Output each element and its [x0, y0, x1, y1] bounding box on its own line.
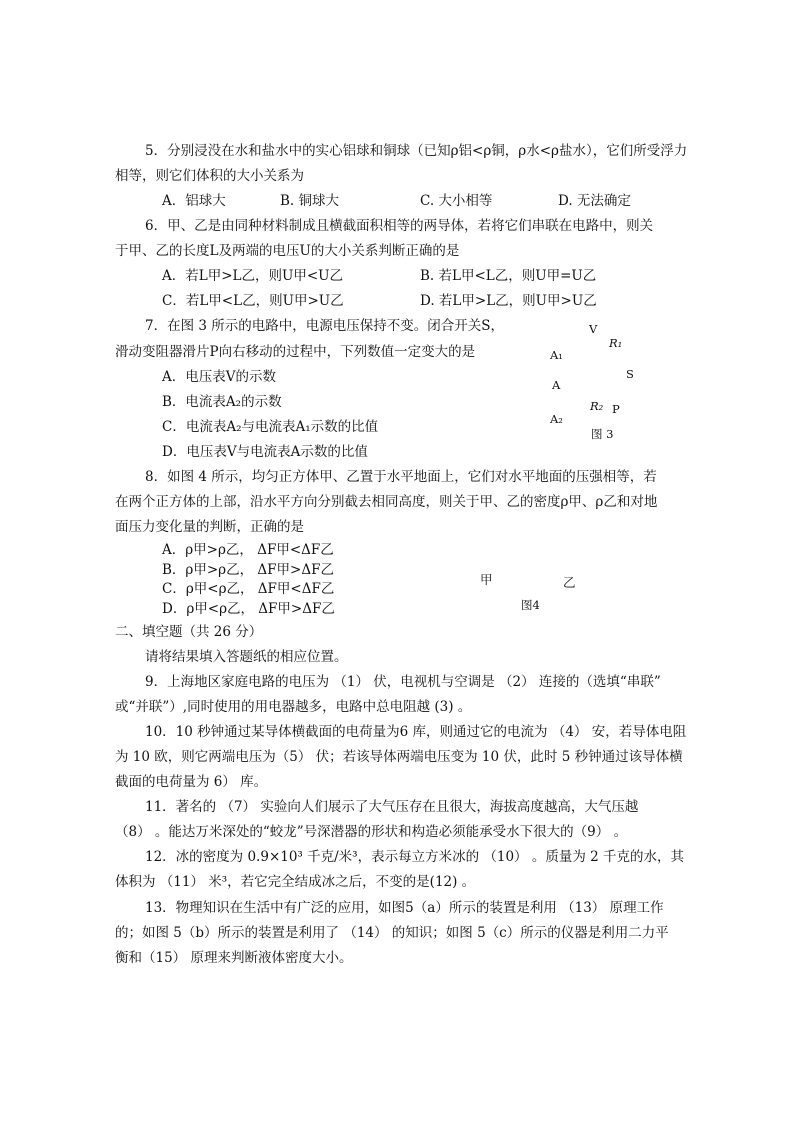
section-2-instruction: 请将结果填入答题纸的相应位置。	[145, 649, 348, 665]
fig4-cube-yi: 乙	[563, 575, 576, 590]
fig4-cube-jia: 甲	[480, 572, 493, 587]
q6-stem-line2: 于甲、乙的长度L及两端的电压U的大小关系判断正确的是	[115, 243, 460, 259]
fig3-resistor-r2: R₂	[590, 399, 604, 413]
q6-options-row1	[162, 267, 596, 285]
q8-stem-line1: 8．如图 4 所示，均匀正方体甲、乙置于水平地面上，它们对水平地面的压强相等，若	[145, 469, 657, 485]
q5-options	[162, 192, 631, 210]
q5-option-b: B. 铜球大	[280, 193, 340, 209]
q7-stem-line2: 滑动变阻器滑片P向右移动的过程中，下列数值一定变大的是	[115, 344, 476, 360]
q7-stem-line1: 7．在图 3 所示的电路中，电源电压保持不变。闭合开关S，	[145, 318, 505, 334]
fig3-switch-s: S	[626, 367, 634, 381]
q13-line2: 的；如图 5（b）所示的装置是利用了 （14） 的知识；如图 5（c）所示的仪器是利用二力平	[115, 925, 669, 941]
fig3-ammeter-a2: A₂	[550, 412, 563, 426]
q8-option-a: A．ρ甲>ρ乙， ΔF甲<ΔF乙	[162, 542, 334, 558]
fig3-ammeter-a: A	[552, 378, 561, 392]
q8-stem-line2: 在两个正方体的上部，沿水平方向分别截去相同高度，则关于甲、乙的密度ρ甲、ρ乙和对地	[115, 494, 658, 510]
q6-option-a: A．若L甲>L乙，则U甲<U乙	[162, 268, 344, 284]
fig3-voltmeter-v: V	[589, 322, 598, 336]
q6-stem-line1: 6．甲、乙是由同种材料制成且横截面积相等的两导体，若将它们串联在电路中，则关	[145, 218, 654, 234]
fig3-ammeter-a1: A₁	[550, 348, 563, 362]
q7-option-b: B．电流表A₂的示数	[162, 394, 282, 410]
fig4-caption: 图4	[521, 598, 540, 612]
q13-line1: 13．物理知识在生活中有广泛的应用，如图5（a）所示的装置是利用 （13） 原理工作	[145, 900, 664, 916]
q5-stem-line1: 5．分别浸没在水和盐水中的实心铝球和铜球（已知ρ铝<ρ铜，ρ水<ρ盐水），它们所受浮力	[145, 143, 688, 159]
q6-option-c: C．若L甲<L乙，则U甲>U乙	[162, 293, 344, 309]
q5-option-c: C. 大小相等	[420, 193, 493, 209]
q12-line2: 体积为 （11） 米³，若它完全结成冰之后，不变的是(12) 。	[115, 874, 476, 890]
q7-option-d: D．电压表V与电流表A示数的比值	[162, 444, 368, 460]
q8-option-c: C．ρ甲<ρ乙， ΔF甲<ΔF乙	[162, 581, 335, 597]
q6-option-b: B. 若L甲<L乙，则U甲=U乙	[420, 268, 597, 284]
q8-option-d: D．ρ甲<ρ乙， ΔF甲>ΔF乙	[162, 601, 335, 617]
fig3-caption: 图 3	[591, 427, 614, 441]
q10-line2: 为 10 欧，则它两端电压为（5） 伏；若该导体两端电压变为 10 伏，此时 5 秒钟通过该导体横	[115, 749, 683, 765]
q7-option-c: C．电流表A₂与电流表A₁示数的比值	[162, 419, 379, 435]
q5-stem-line2: 相等，则它们体积的大小关系为	[115, 168, 304, 184]
q5-option-a: A．铝球大	[162, 193, 226, 209]
fig3-slider-p: P	[612, 402, 620, 416]
q9-line2: 或“并联”）,同时使用的用电器越多，电路中总电阻越 (3) 。	[115, 699, 472, 715]
q8-stem-line3: 面压力变化量的判断，正确的是	[115, 519, 304, 535]
q11-line1: 11．著名的 （7） 实验向人们展示了大气压存在且很大，海拔高度越高，大气压越	[145, 799, 639, 815]
q13-line3: 衡和（15） 原理来判断液体密度大小。	[115, 950, 353, 966]
q8-option-b: B．ρ甲>ρ乙， ΔF甲>ΔF乙	[162, 562, 334, 578]
q9-line1: 9．上海地区家庭电路的电压为 （1） 伏，电视机与空调是 （2） 连接的（选填“串联”	[145, 674, 661, 690]
q12-line1: 12．冰的密度为 0.9×10³ 千克/米³，表示每立方米冰的 （10） 。质量为 2 千克的水，其	[145, 849, 685, 865]
q10-line1: 10．10 秒钟通过某导体横截面的电荷量为6 库，则通过它的电流为 （4） 安，若导体电阻	[145, 724, 687, 740]
section-2-title: 二、填空题（共 26 分）	[115, 624, 263, 640]
q5-option-d: D. 无法确定	[558, 193, 631, 209]
q7-option-a: A．电压表V的示数	[162, 369, 276, 385]
q6-option-d: D. 若L甲>L乙，则U甲>U乙	[420, 293, 597, 309]
q6-options-row2	[162, 292, 597, 310]
q11-line2: （8） 。能达万米深处的“蛟龙”号深潜器的形状和构造必须能承受水下很大的（9） 。	[115, 824, 628, 840]
fig3-resistor-r1: R₁	[609, 336, 623, 350]
q10-line3: 截面的电荷量为 6） 库。	[115, 774, 268, 790]
